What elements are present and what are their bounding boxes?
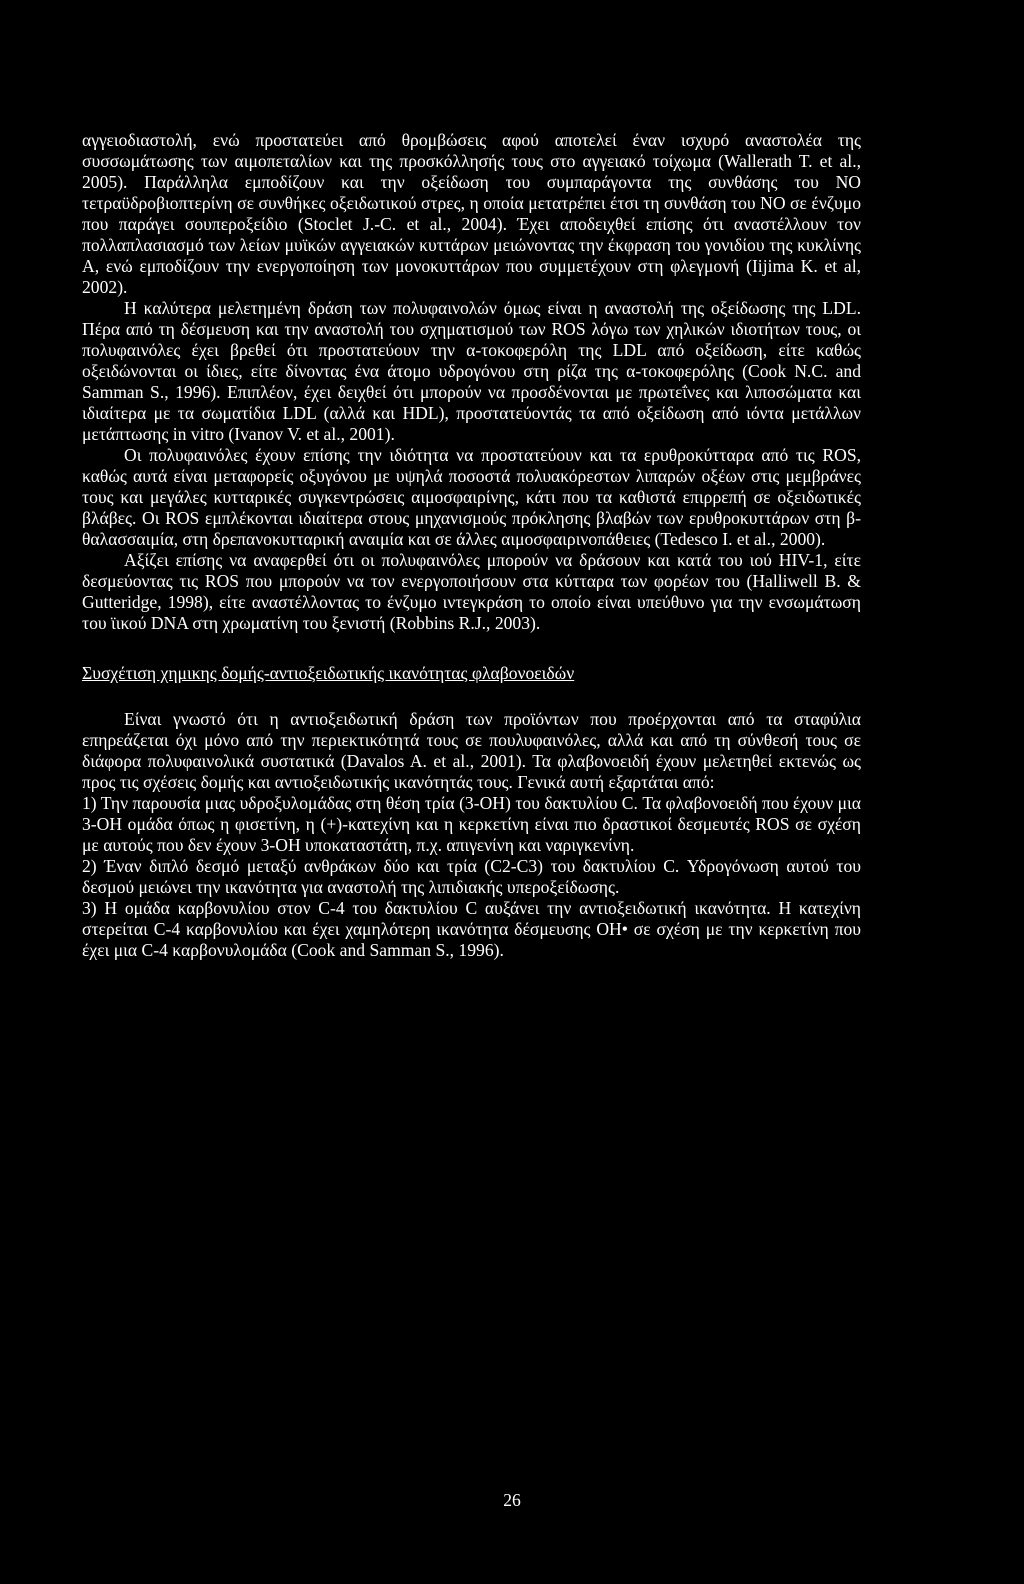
- paragraph-endothelial-continuation: αγγειοδιαστολή, ενώ προστατεύει από θρομβώσεις αφού αποτελεί έναν ισχυρό αναστολέα της συσσωμάτωσης των αιμοπεταλίων και της προσκόλλησής τους στο αγγειακό τοίχωμα (Wallerath T. et al., 2005). Παράλληλα εμποδίζουν και την οξείδωση του συμπαράγοντα της συνθάσης του NO τετραϋδροβιοπτερίνη σε συνθήκες οξειδωτικού στρες, η οποία μετατρέπει έτσι τη συνθάση του NO σε ένζυμο που παράγει σουπεροξείδιο (Stoclet J.-C. et al., 2004). Έχει αποδειχθεί επίσης ότι αναστέλλουν τον πολλαπλασιασμό των λείων μυϊκών αγγειακών κυττάρων μειώνοντας την έκφραση του γονιδίου της κυκλίνης A, ενώ εμποδίζουν την ενεργοποίηση των μονοκυττάρων που συμμετέχουν στη φλεγμονή (Iijima K. et al, 2002).: [82, 130, 861, 297]
- page-number: 26: [503, 1490, 521, 1510]
- document-body: [82, 130, 861, 961]
- paragraph-hiv: Αξίζει επίσης να αναφερθεί ότι οι πολυφαινόλες μπορούν να δράσουν και κατά του ιού HIV-1, είτε δεσμεύοντας τις ROS που μπορούν να τον ενεργοποιήσουν στα κύτταρα των φορέων του (Halliwell B. & Gutteridge, 1998), είτε αναστέλλοντας το ένζυμο ιντεγκράση το οποίο είναι υπεύθυνο για την ενσωμάτωση του ϊικού DNA στη χρωματίνη του ξενιστή (Robbins R.J., 2003).: [82, 550, 861, 633]
- list-item-double-bond: 2) Έναν διπλό δεσμό μεταξύ ανθράκων δύο και τρία (C2-C3) του δακτυλίου C. Υδρογόνωση αυτού του δεσμού μειώνει την ικανότητα για αναστολή της λιπιδιακής υπεροξείδωσης.: [82, 856, 861, 897]
- paragraph-ldl-oxidation: Η καλύτερα μελετημένη δράση των πολυφαινολών όμως είναι η αναστολή της οξείδωσης της LDL. Πέρα από τη δέσμευση και την αναστολή του σχηματισμού των ROS λόγω των χηλικών ιδιοτήτων τους, οι πολυφαινόλες έχει βρεθεί ότι προστατεύουν την α-τοκοφερόλη της LDL από οξείδωση, είτε καθώς οξειδώνονται οι ίδιες, είτε δίνοντας ένα άτομο υδρογόνου στη ρίζα της α-τοκοφερόλης (Cook N.C. and Samman S., 1996). Επιπλέον, έχει δειχθεί ότι μπορούν να προσδένονται με πρωτεΐνες και λιποσώματα και ιδιαίτερα με τα σωματίδια LDL (αλλά και HDL), προστατεύοντάς τα από οξείδωση από ιόντα μετάλλων μετάπτωσης in vitro (Ivanov V. et al., 2001).: [82, 298, 861, 444]
- paragraph-erythrocytes: Οι πολυφαινόλες έχουν επίσης την ιδιότητα να προστατεύουν και τα ερυθροκύτταρα από τις ROS, καθώς αυτά είναι μεταφορείς οξυγόνου με υψηλά ποσοστά πολυακόρεστων λιπαρών οξέων στις μεμβράνες τους και μεγάλες κυτταρικές συγκεντρώσεις αιμοσφαιρίνης, κάτι που τα καθιστά επιρρεπή σε οξειδωτικές βλάβες. Οι ROS εμπλέκονται ιδιαίτερα στους μηχανισμούς πρόκλησης βλαβών των ερυθροκυττάρων στη β-θαλασσαιμία, στη δρεπανοκυτταρική αναιμία και σε άλλες αιμοσφαιρινοπάθειες (Tedesco I. et al., 2000).: [82, 445, 861, 549]
- list-item-carbonyl-group: 3) Η ομάδα καρβονυλίου στον C-4 του δακτυλίου C αυξάνει την αντιοξειδωτική ικανότητα. Η κατεχίνη στερείται C-4 καρβονυλίου και έχει χαμηλότερη ικανότητα δέσμευσης OH• σε σχέση με την κερκετίνη που έχει μια C-4 καρβονυλομάδα (Cook and Samman S., 1996).: [82, 898, 861, 960]
- paragraph-structure-intro: Είναι γνωστό ότι η αντιοξειδωτική δράση των προϊόντων που προέρχονται από τα σταφύλια επηρεάζεται όχι μόνο από την περιεκτικότητά τους σε πουλυφαινόλες, αλλά και από τη σύνθεσή τους σε διάφορα πολυφαινολικά συστατικά (Davalos A. et al., 2001). Τα φλαβονοειδή έχουν μελετηθεί εκτενώς ως προς τις σχέσεις δομής και αντιοξειδωτικής ικανότητάς τους. Γενικά αυτή εξαρτάται από:: [82, 709, 861, 792]
- list-item-3oh-group: 1) Την παρουσία μιας υδροξυλομάδας στη θέση τρία (3-OH) του δακτυλίου C. Τα φλαβονοειδή που έχουν μια 3-OH ομάδα όπως η φισετίνη, η (+)-κατεχίνη και η κερκετίνη είναι πιο δραστικοί δεσμευτές ROS σε σχέση με αυτούς που δεν έχουν 3-OH υποκαταστάτη, π.χ. απιγενίνη και ναριγκενίνη.: [82, 793, 861, 855]
- section-heading: Συσχέτιση χημικης δομής-αντιοξειδωτικής ικανότητας φλαβονοειδών: [82, 663, 575, 683]
